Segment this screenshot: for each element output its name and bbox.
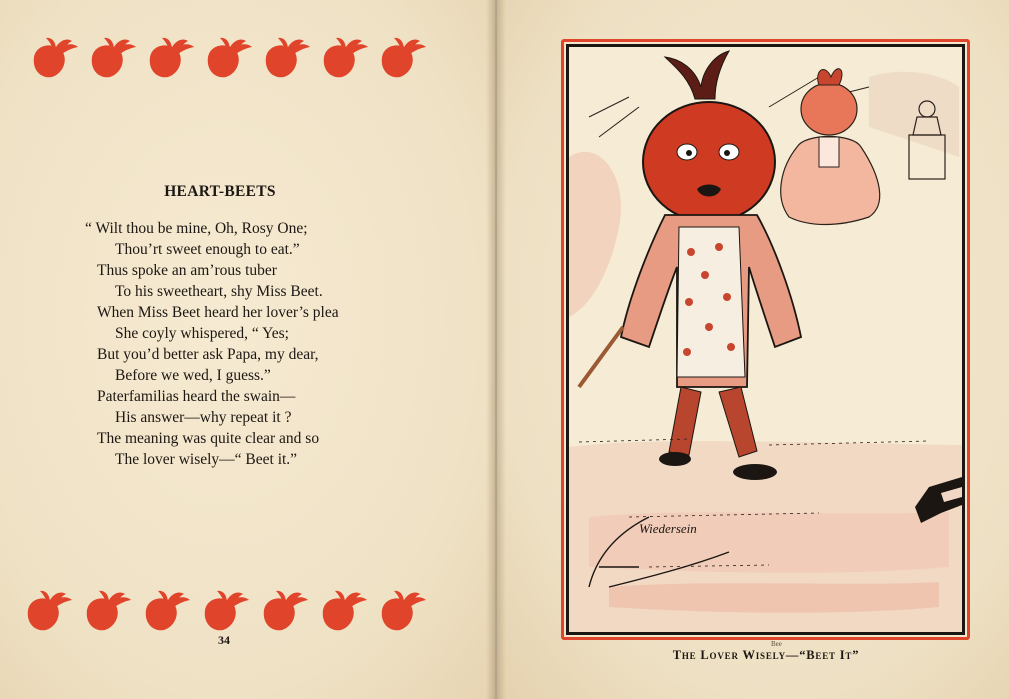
poem-line: When Miss Beet heard her lover’s plea: [97, 304, 339, 321]
illustration-drawing: [569, 47, 962, 632]
poem-line: But you’d better ask Papa, my dear,: [97, 346, 319, 363]
poem-line: To his sweetheart, shy Miss Beet.: [115, 283, 323, 300]
poem-line: Thus spoke an am’rous tuber: [97, 262, 277, 279]
poem-line: His answer—why repeat it ?: [115, 409, 292, 426]
page-number: 34: [218, 633, 230, 647]
poem-line: She coyly whispered, “ Yes;: [115, 325, 289, 342]
beet-border-top: [32, 37, 430, 79]
poem-line: “ Wilt thou be mine, Oh, Rosy One;: [85, 220, 308, 237]
poem-title: HEART-BEETS: [164, 183, 276, 200]
poem-line: The meaning was quite clear and so: [97, 430, 320, 447]
poem-line: Before we wed, I guess.”: [115, 367, 271, 384]
poem-line: Paterfamilias heard the swain—: [97, 388, 296, 405]
pencil-note: Bee: [771, 640, 782, 648]
book-gutter: [486, 0, 506, 699]
poem-line: The lover wisely—“ Beet it.”: [115, 451, 298, 468]
illustration-signature: Wiedersein: [639, 521, 697, 536]
beet-border-bottom: [26, 590, 426, 632]
illustration: [566, 44, 965, 635]
poem-line: Thou’rt sweet enough to eat.”: [115, 241, 300, 258]
illustration-caption: The Lover Wisely—“Beet It”: [672, 648, 860, 662]
